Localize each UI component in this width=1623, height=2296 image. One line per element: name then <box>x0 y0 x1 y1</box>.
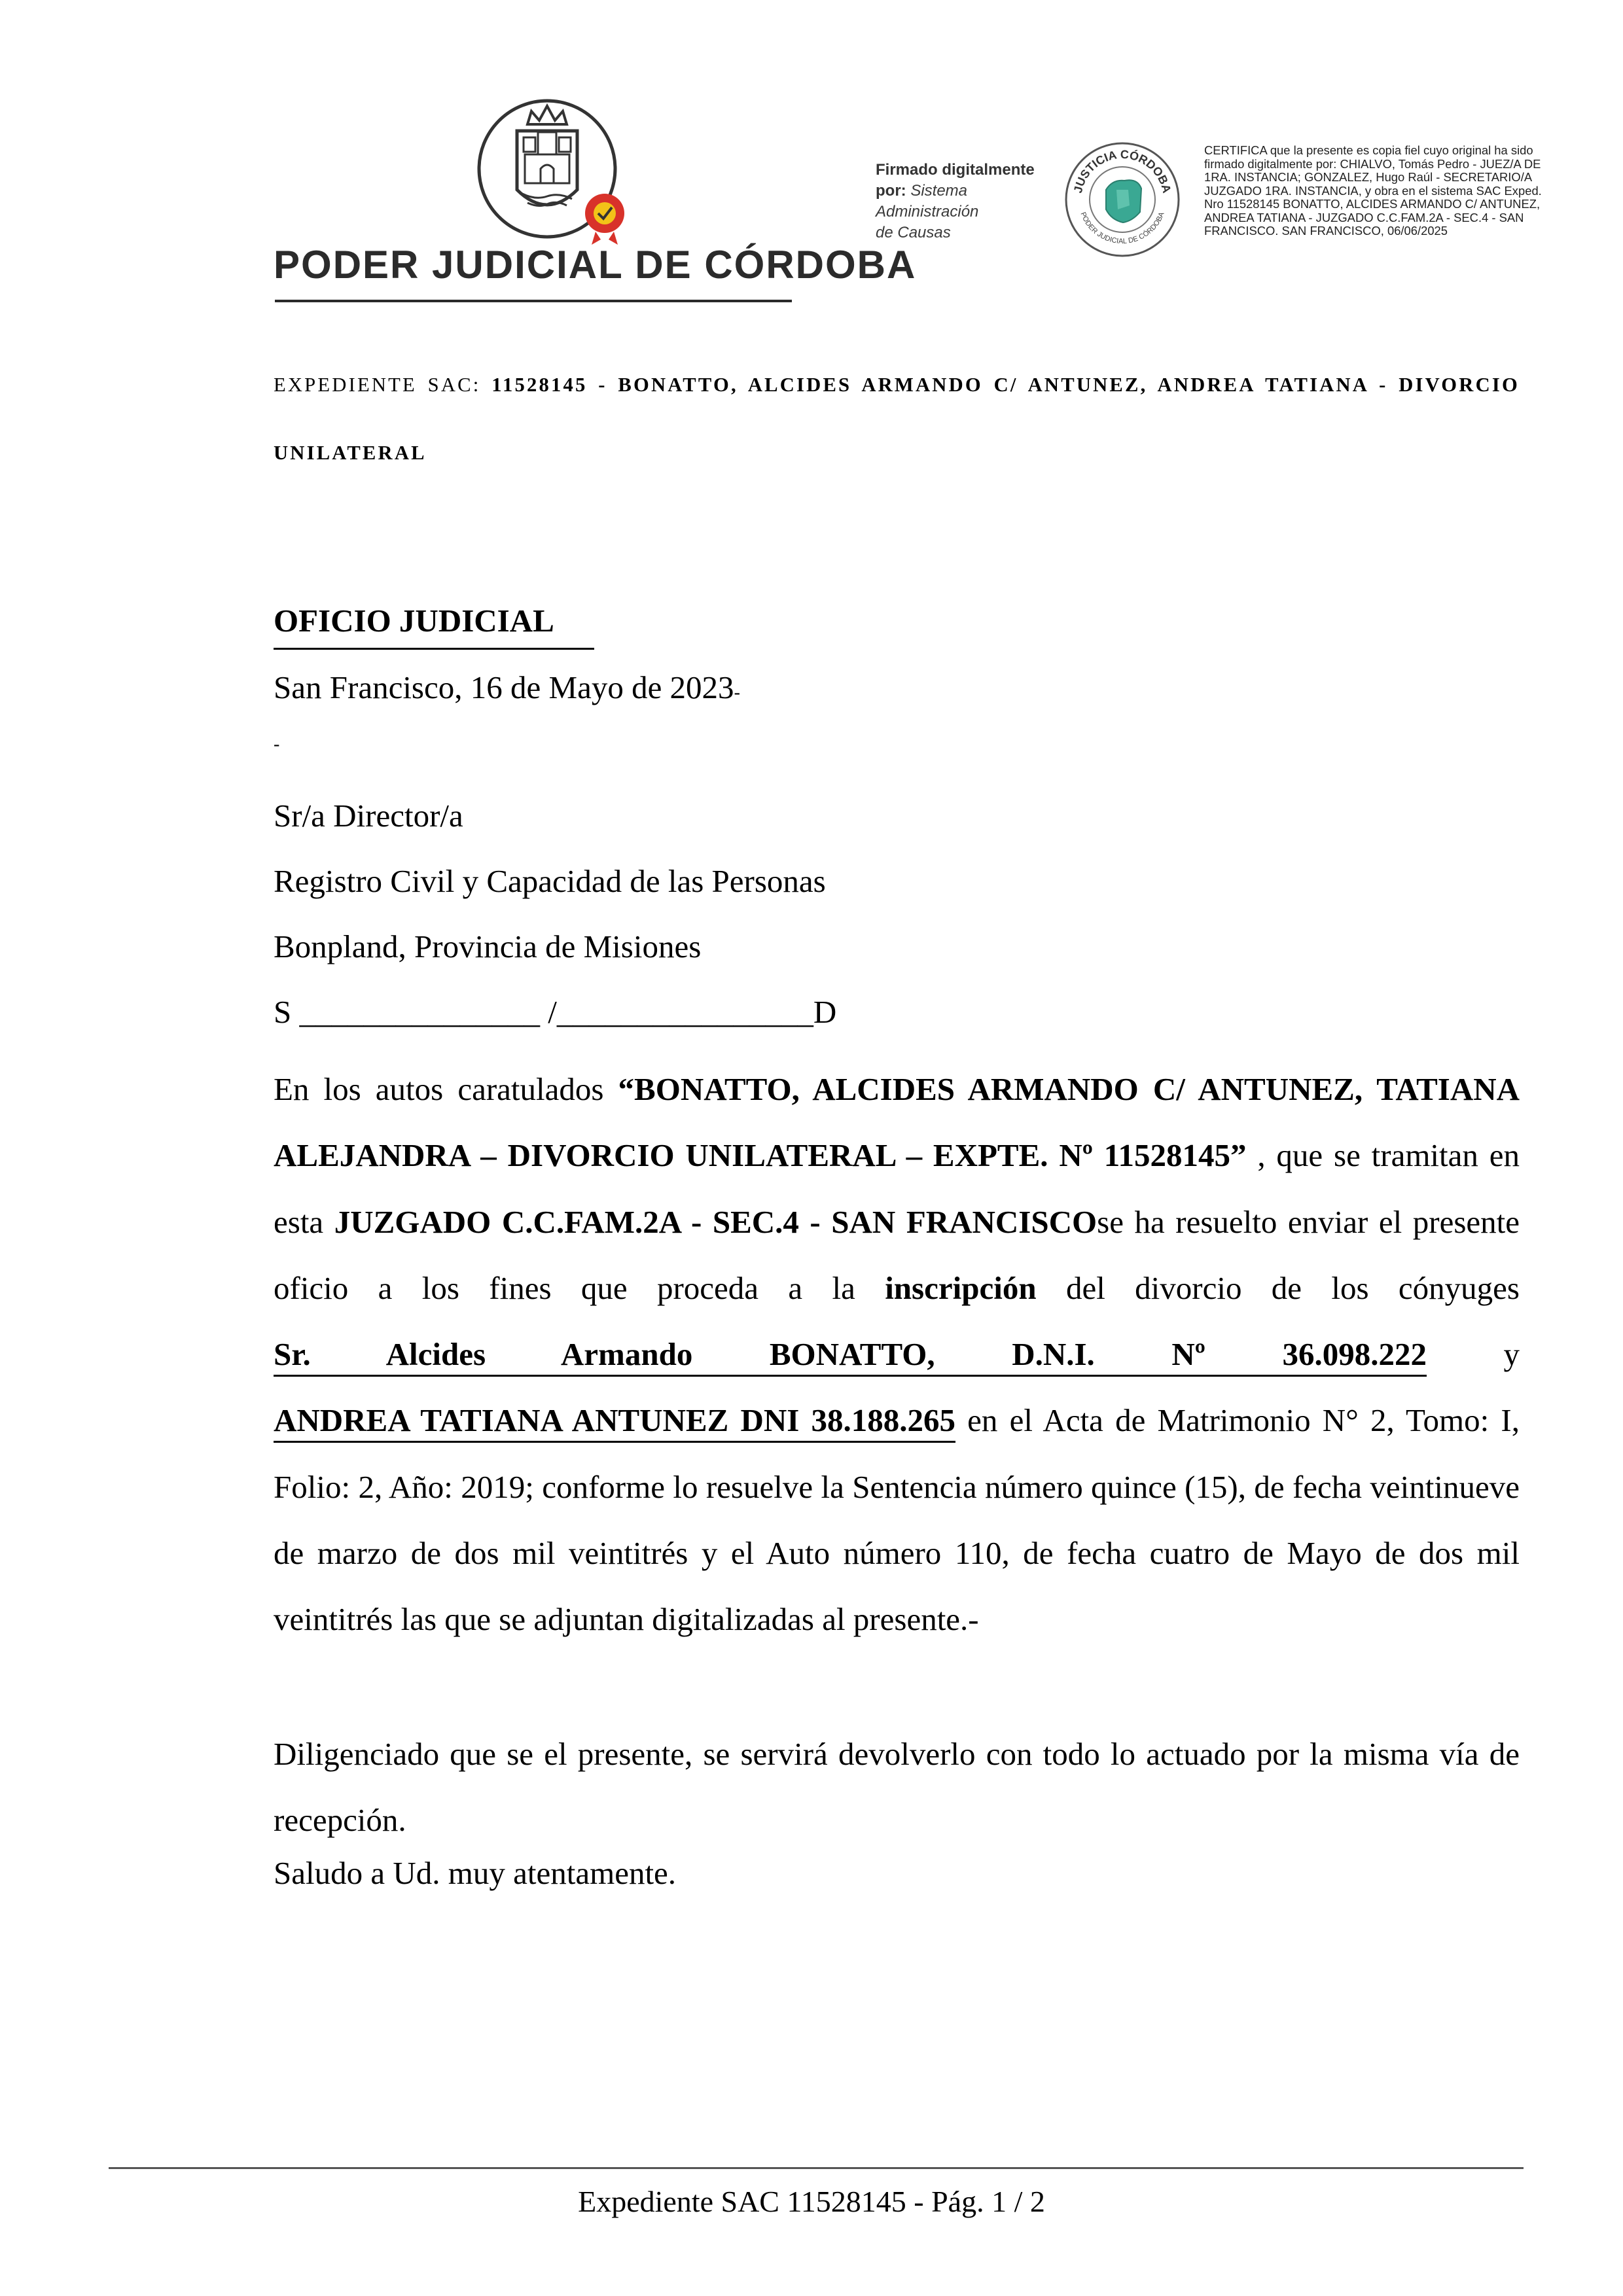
court-name: JUZGADO C.C.FAM.2A - SEC.4 - SAN FRANCISCO <box>334 1203 1097 1240</box>
date-line <box>274 669 740 706</box>
institution-name: PODER JUDICIAL DE CÓRDOBA <box>274 243 917 287</box>
svg-text:JUSTICIA CÓRDOBA: JUSTICIA CÓRDOBA <box>1071 147 1174 194</box>
body-text-4: del divorcio de los cónyuges <box>1036 1269 1520 1306</box>
svg-text:PODER JUDICIAL DE CÓRDOBA: PODER JUDICIAL DE CÓRDOBA <box>1079 211 1166 246</box>
case-header-value: 11528145 - BONATTO, ALCIDES ARMANDO C/ ANTUNEZ, ANDREA TATIANA - DIVORCIO UNILATERAL <box>274 374 1520 464</box>
body-paragraph <box>274 1056 1520 1653</box>
body-text-6: en el Acta de Matrimonio N° 2, Tomo: I, Folio: 2, Año: 2019; conforme lo resuelve la Sentencia número quince (15), de fecha veintinueve de marzo de dos mil veintitrés y el Auto número 110, de fecha cuatro de Mayo de dos mil veintitrés las que se adjuntan digitalizadas al presente.- <box>274 1402 1520 1638</box>
addressee-line-2: Registro Civil y Capacidad de las Personas <box>274 863 826 899</box>
case-title: “BONATTO, ALCIDES ARMANDO C/ ANTUNEZ, TATIANA ALEJANDRA – DIVORCIO UNILATERAL – EXPTE. Nº 11528145” <box>274 1071 1520 1174</box>
addressee-line-1: Sr/a Director/a <box>274 798 463 834</box>
signature-line-1: Firmado digitalmente <box>876 161 1035 179</box>
date-text: San Francisco, 16 de Mayo de 2023 <box>274 669 734 705</box>
signature-line-2 <box>876 181 1065 202</box>
date-trailing-dash: - <box>734 682 740 703</box>
justicia-cordoba-seal-icon <box>1064 141 1181 258</box>
separator-dash: - <box>274 734 280 754</box>
body-text-5: y <box>1426 1336 1520 1373</box>
inscripcion-term: inscripción <box>885 1269 1037 1306</box>
addressee-line-3: Bonpland, Provincia de Misiones <box>274 928 702 964</box>
sd-line: S _______________ /________________D <box>274 994 837 1030</box>
body-text-2: , que se tramitan en esta <box>274 1137 1520 1240</box>
footer-page-info: Expediente SAC 11528145 - Pág. 1 / 2 <box>578 2185 1045 2218</box>
closing-paragraph: Diligenciado que se el presente, se servirá devolverlo con todo lo actuado por la misma vía de recepción. <box>274 1736 1520 1838</box>
case-header-label: EXPEDIENTE SAC: <box>274 374 481 396</box>
signature-line-4: de Causas <box>876 224 951 241</box>
case-header <box>274 351 1520 487</box>
document-title-underline <box>274 648 594 650</box>
digital-signature-block <box>876 160 1065 243</box>
court-emblem-logo <box>476 92 618 252</box>
salutation: Saludo a Ud. muy atentamente. <box>274 1855 677 1891</box>
footer-divider <box>109 2167 1524 2169</box>
certification-text: CERTIFICA que la presente es copia fiel cuyo original ha sido firmado digitalmente por: CHIALVO, Tomás Pedro - JUEZ/A DE 1RA. INSTANCIA; GONZALEZ, Hugo Raúl - SECRETARIO/A JUZGADO 1RA. INSTANCIA, y obra en el sistema SAC Exped. Nro 11528145 BONATTO, ALCIDES ARMANDO C/ ANTUNEZ, ANDREA TATIANA - JUZGADO C.C.FAM.2A - SEC.4 - SAN FRANCISCO. SAN FRANCISCO, 06/06/2025 <box>1204 143 1542 238</box>
logo-underline <box>275 300 792 302</box>
signature-by-label: por: <box>876 182 906 200</box>
signature-line-3: Administración <box>876 203 979 221</box>
signature-system: Sistema <box>910 182 968 200</box>
body-text-1: En los autos caratulados <box>274 1071 618 1107</box>
spouse-1: Sr. Alcides Armando BONATTO, D.N.I. Nº 36.098.222 <box>274 1336 1427 1377</box>
spouse-2: ANDREA TATIANA ANTUNEZ DNI 38.188.265 <box>274 1402 955 1443</box>
document-title: OFICIO JUDICIAL <box>274 603 554 639</box>
body-text-3: se ha resuelto enviar el presente oficio a los fines que proceda a la <box>274 1203 1520 1306</box>
